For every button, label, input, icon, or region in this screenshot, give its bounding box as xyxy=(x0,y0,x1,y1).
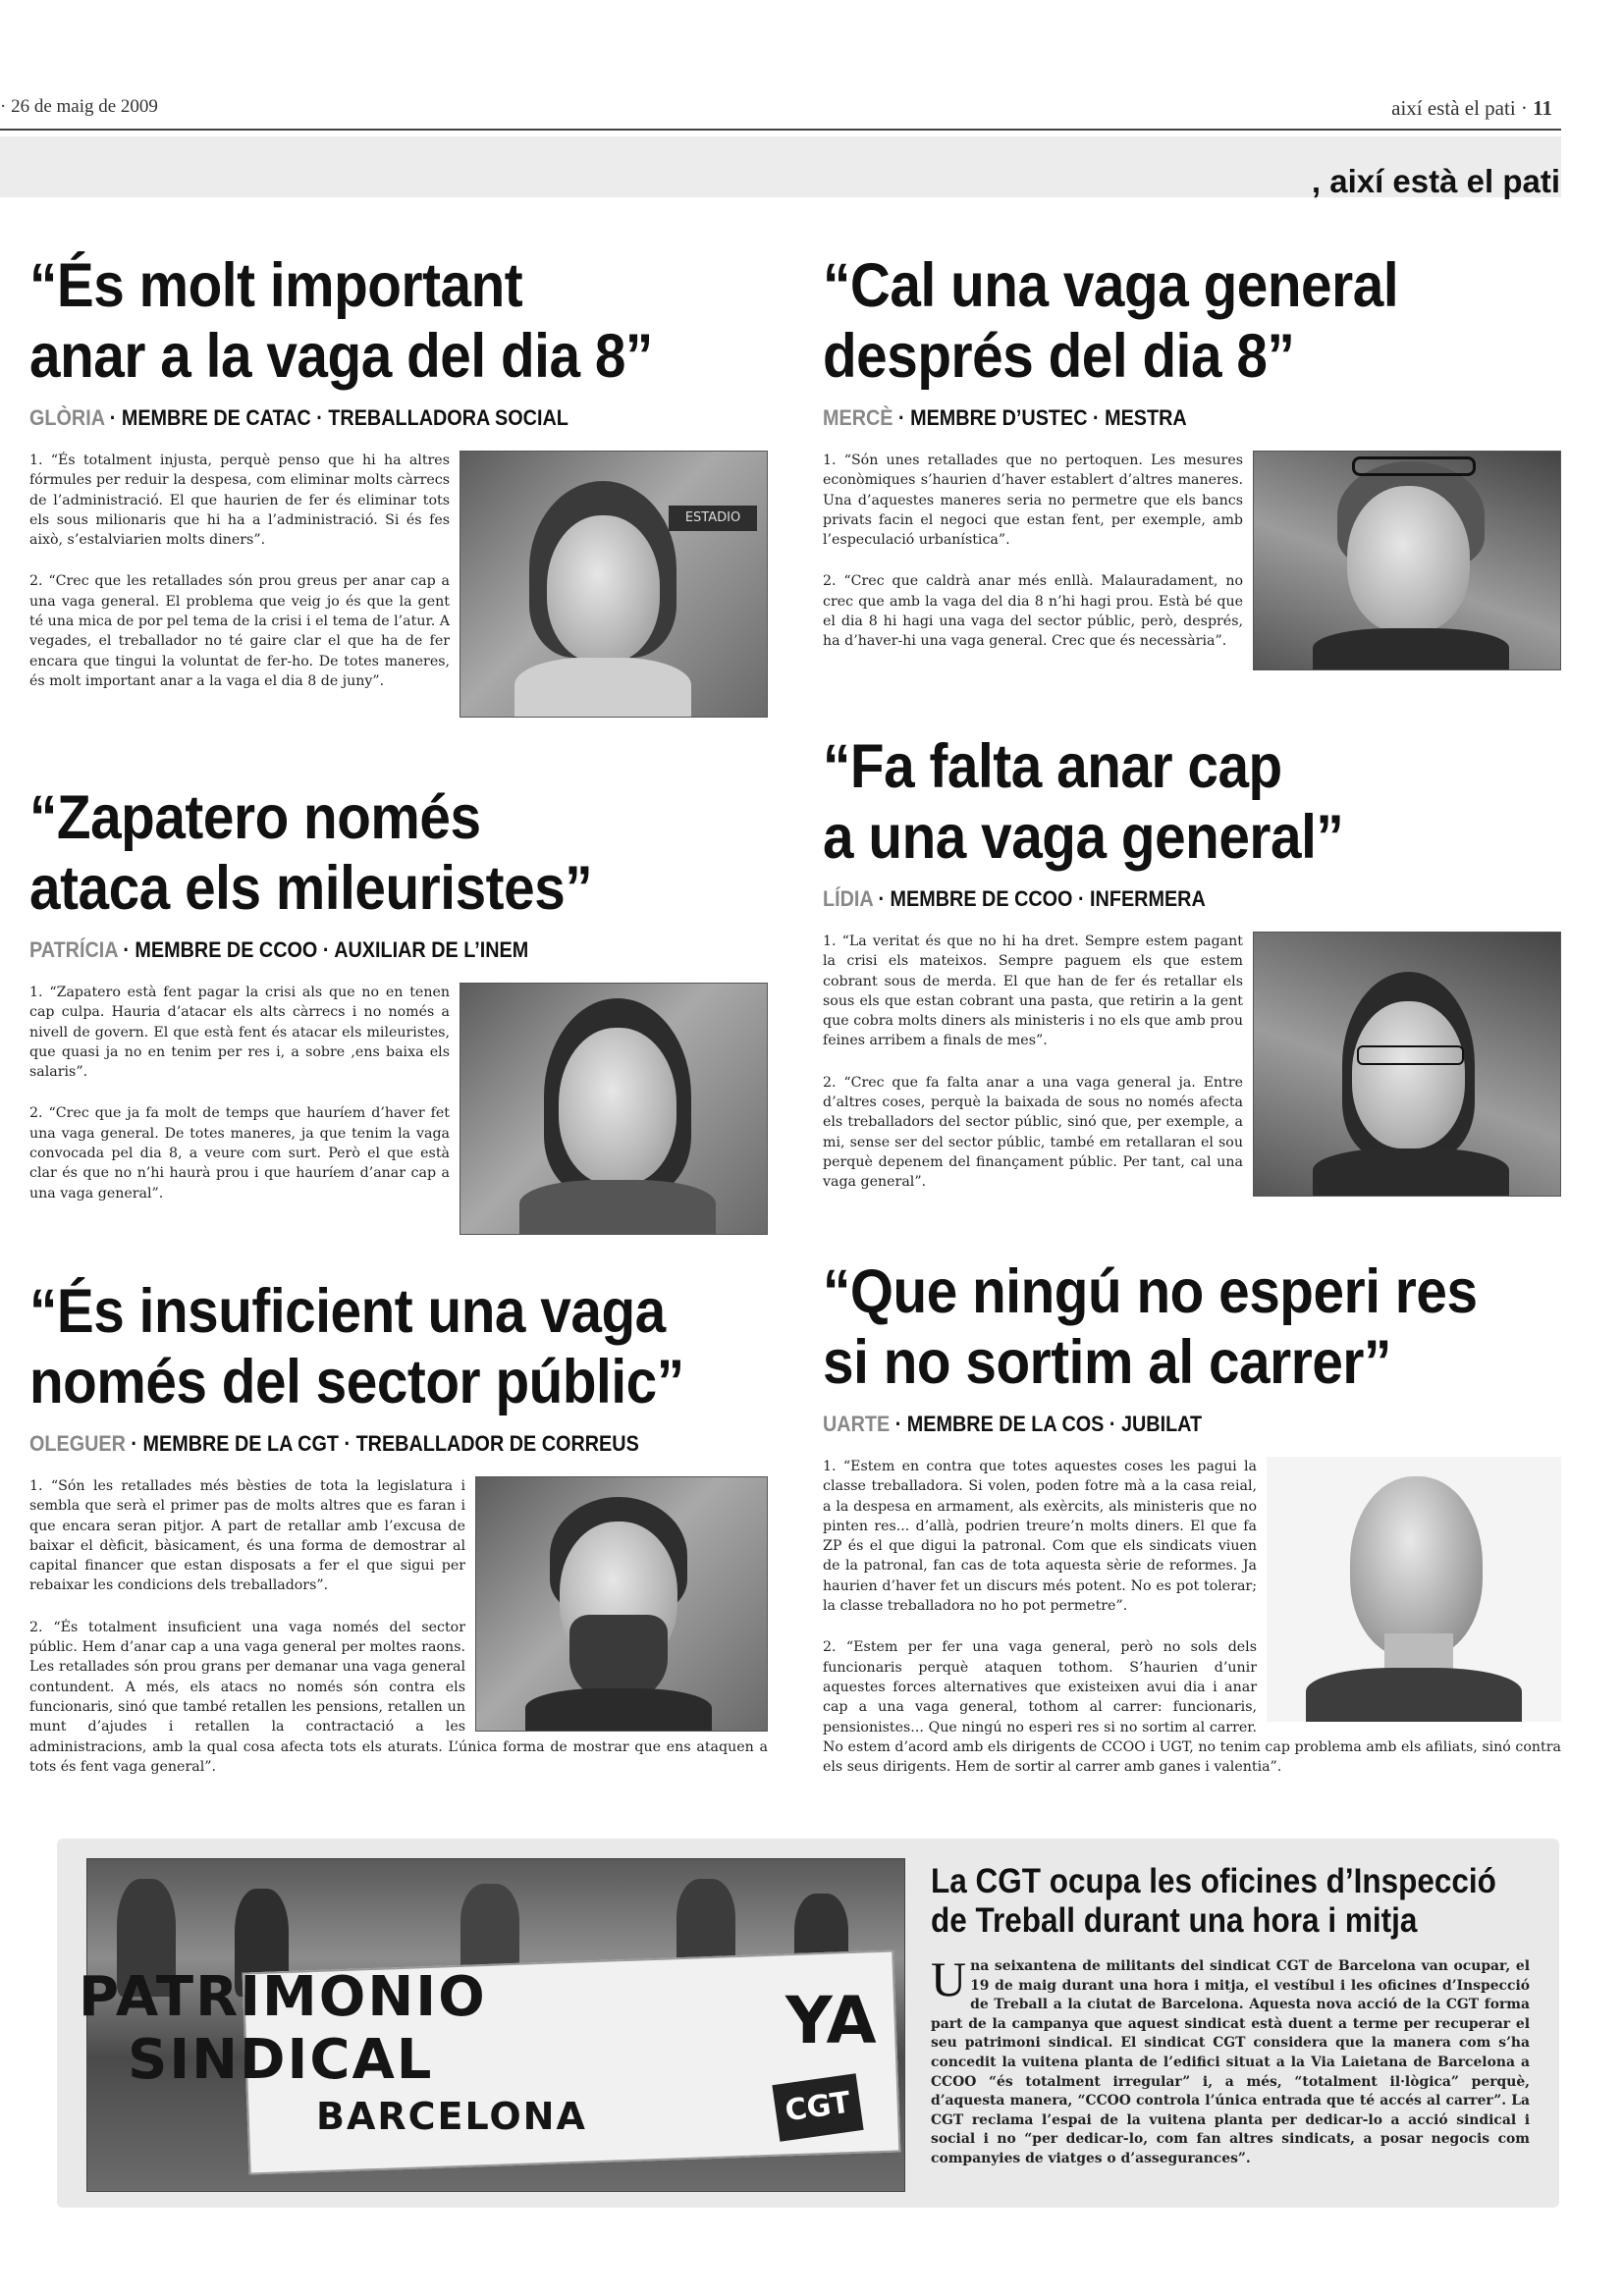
running-head xyxy=(1391,96,1552,121)
section-title: , així està el pati xyxy=(1311,163,1560,199)
banner-text-2: SINDICAL xyxy=(128,2028,434,2092)
interviewee-role: · MEMBRE DE CCOO · INFERMERA xyxy=(872,886,1206,911)
portrait-photo xyxy=(1267,1457,1561,1722)
byline xyxy=(29,937,694,963)
headline: “Zapatero només ataca els mileuristes” xyxy=(29,783,593,923)
byline xyxy=(823,405,1488,431)
answer-1: 1. “Estem en contra que totes aquestes coses les pagui la classe treballadora. Si volen, poden fotre mà a la casa reial, a la despesa en armament, als exèrcits, als ministeris que no pinten res... d’allà, podrien treure’n molts diners. El que fa ZP és el que digui la patronal. Com que els sindicats viuen de la patronal, fan cas de tota aquesta sèrie de reformes. Ja haurien d’haver fet un discurs més potent. No es pot tolerar; la classe treballadora no ho pot permetre”. xyxy=(823,1459,1257,1615)
headline: “Fa falta anar cap a una vaga general” xyxy=(823,732,1344,872)
byline xyxy=(29,1431,694,1457)
interviewee-role: · MEMBRE DE LA COS · JUBILAT xyxy=(890,1412,1203,1436)
interviewee-role: · MEMBRE D’USTEC · MESTRA xyxy=(893,405,1187,430)
interviewee-name: PATRÍCIA xyxy=(29,937,118,962)
article-lidia xyxy=(823,731,1561,1214)
interviewee-name: MERCÈ xyxy=(823,405,893,430)
answer-2: 2. “Crec que fa falta anar a una vaga general ja. Entre d’altres coses, perquè la baixada de sous no només afecta els treballadors del sector públic, sinó que, per exemple, a mi, sense ser del sector públic, també em retallaran el sou perquè depenem del finançament públic. Per tant, cal una vaga general”. xyxy=(823,1074,1243,1191)
headline: “Cal una vaga general després del dia 8” xyxy=(823,251,1399,391)
article-oleguer xyxy=(29,1276,768,1798)
interviewee-role: · MEMBRE DE CCOO · AUXILIAR DE L’INEM xyxy=(117,937,529,962)
box-headline: La CGT ocupa les oficines d’Inspecció de Treball durant una hora i mitja xyxy=(931,1862,1496,1940)
header-rule xyxy=(0,129,1561,131)
cgt-logo: CGT xyxy=(772,2073,863,2141)
byline xyxy=(29,405,694,431)
banner-text-ya: YA xyxy=(785,1983,877,2058)
answer-1: 1. “És totalment injusta, perquè penso que hi ha altres fórmules per reduir la despesa, com eliminar molts càrrecs de l’administració. El que haurien de fer és eliminar tots els sous milionaris que hi ha a l’administració. Si és fes això, s’estalviarien molts diners”. xyxy=(29,453,450,549)
portrait-photo xyxy=(460,451,768,718)
interviewee-name: LÍDIA xyxy=(823,886,873,911)
article-merce xyxy=(823,250,1561,673)
article-body xyxy=(823,451,1561,652)
answer-2: 2. “Crec que les retallades són prou greus per anar cap a una vaga general. El problema que veig jo és que la gent té una mica de por pel tema de la crisi i el tema de l’atur. A vegades, el treballador no té gaire clar el que ha de fer encara que tingui la voluntat de fer-ho. De totes maneres, és molt important anar a la vaga el dia 8 de juny”. xyxy=(29,573,450,689)
article-body xyxy=(29,1476,768,1777)
interviewee-name: GLÒRIA xyxy=(29,405,105,430)
answer-2: 2. “Crec que ja fa molt de temps que hauríem d’haver fet una vaga general. De totes maneres, ja que tenim la vaga convocada pel dia 8, a veure com surt. Però el que està clar és que no n’hi haurà prou i que hauríem d’anar cap a una vaga general”. xyxy=(29,1105,450,1201)
banner-text-1: PATRIMONIO xyxy=(79,1965,487,2029)
portrait-photo xyxy=(1253,451,1561,670)
portrait-photo xyxy=(460,983,768,1235)
answer-1: 1. “Zapatero està fent pagar la crisi als que no en tenen cap culpa. Hauria d’atacar els alts càrrecs i no només a nivell de govern. El que està fent és atacar els mileuristes, que quasi ja no en tenim per res i, a sobre ,ens baixa els salaris”. xyxy=(29,985,450,1081)
headline: “És molt important anar a la vaga del dia 8” xyxy=(29,251,653,391)
article-body xyxy=(823,932,1561,1193)
stadium-sign: ESTADIO xyxy=(669,506,757,531)
interviewee-role: · MEMBRE DE CATAC · TREBALLADORA SOCIAL xyxy=(104,405,568,430)
page-number: 11 xyxy=(1533,96,1552,120)
issue-date: · 26 de maig de 2009 xyxy=(0,96,158,117)
byline xyxy=(823,1412,1488,1437)
byline xyxy=(823,886,1488,912)
section-name: així està el pati · xyxy=(1391,96,1528,120)
answer-1: 1. “Són les retallades més bèsties de tota la legislatura i sembla que serà el primer pas de molts altres que es faran i que encara seran pitjor. A part de retallar amb l’excusa de baixar el dèficit, bàsicament, és una forma de demostrar al capital financer que estan disposats a fer el que sigui per rebaixar les condicions dels treballadors”. xyxy=(29,1478,465,1594)
article-body xyxy=(823,1457,1561,1777)
article-body xyxy=(29,983,768,1203)
article-uarte xyxy=(823,1256,1561,1798)
portrait-photo xyxy=(475,1476,768,1732)
portrait-photo xyxy=(1253,932,1561,1197)
answer-2: 2. “És totalment insuficient una vaga només del sector públic. Hem d’anar cap a una vaga general per moltes raons. Les retallades són prou grans per demanar una vaga general contundent. A més, els atacs no només són contra els funcionaris, sinó que també retallen les pensions, retallen un munt d’ajudes i retallen la contractació a les administracions, amb la qual cosa afecta tots els aturats. L’única forma de mostrar que ens ataquen a tots és fent vaga general”. xyxy=(29,1619,768,1775)
answer-2: 2. “Estem per fer una vaga general, però no sols dels funcionaris perquè ataquen tothom. S’haurien d’unir aquestes forces alternatives que existeixen avui dia i anar cap a una vaga general, tothom al carrer: funcionaris, pensionistes... Que ningú no esperi res si no sortim al carrer. No estem d’acord amb els dirigents de CCOO i UGT, no tenim cap problema amb els afiliats, sinó contra els seus dirigents. Hem de sortir al carrer amb ganes i valentia”. xyxy=(823,1639,1561,1776)
answer-1: 1. “La veritat és que no hi ha dret. Sempre estem pagant la crisi els mateixos. Sempre paguem els que estem cobrant sous de merda. El que han de fer és retallar els sous els que estan cobrant una pasta, que retirin a la gent que cobra molts diners als ministeris i no els que amb prou feines arribem a finals de mes”. xyxy=(823,934,1243,1049)
article-patricia xyxy=(29,782,768,1235)
interviewee-role: · MEMBRE DE LA CGT · TREBALLADOR DE CORREUS xyxy=(125,1431,639,1456)
headline: “Que ningú no esperi res si no sortim al carrer” xyxy=(823,1257,1478,1397)
banner-text-3: BARCELONA xyxy=(316,2095,587,2138)
interviewee-name: UARTE xyxy=(823,1412,891,1436)
article-gloria xyxy=(29,250,768,718)
answer-2: 2. “Crec que caldrà anar més enllà. Malauradament, no crec que amb la vaga del dia 8 n’hi hagi prou. Està bé que el dia 8 hi hagi una vaga del sector públic, però, després, ha d’haver-hi una vaga general. Crec que és necessària”. xyxy=(823,573,1243,650)
box-body: Una seixantena de militants del sindicat CGT de Barcelona van ocupar, el 19 de maig durant una hora i mitja, el vestíbul i les oficines d’Inspecció de Treball a la ciutat de Barcelona. Aquesta nova acció de la CGT forma part de la campanya que aquest sindicat està duent a terme per recuperar el seu patrimoni sindical. El sindicat CGT considera que la manera com s’ha concedit la vuitena planta de l’edifici situat a la Via Laietana de Barcelona a CCOO “és totalment irregular” i, a més, “totalment il·lògica” perquè, d’aquesta manera, “CCOO controla l’única entrada que té accés al carrer”. La CGT reclama l’espai de la vuitena planta per dedicar-lo a acció sindical i social i no “per dedicar-lo, com fan altres sindicats, a posar negocis com companyies de viatges o d’assegurances”. xyxy=(931,1951,1530,2166)
headline: “És insuficient una vaga només del sector públic” xyxy=(29,1277,684,1416)
interviewee-name: OLEGUER xyxy=(29,1431,126,1456)
article-body xyxy=(29,451,768,691)
drop-cap: U xyxy=(931,1951,967,2006)
answer-1: 1. “Són unes retallades que no pertoquen. Les mesures econòmiques s’haurien d’haver establert d’altres maneres. Una d’aquestes maneres seria no permetre que els bancs privats facin el negoci que estan fent, per exemple, amb l’especulació urbanística”. xyxy=(823,453,1243,549)
